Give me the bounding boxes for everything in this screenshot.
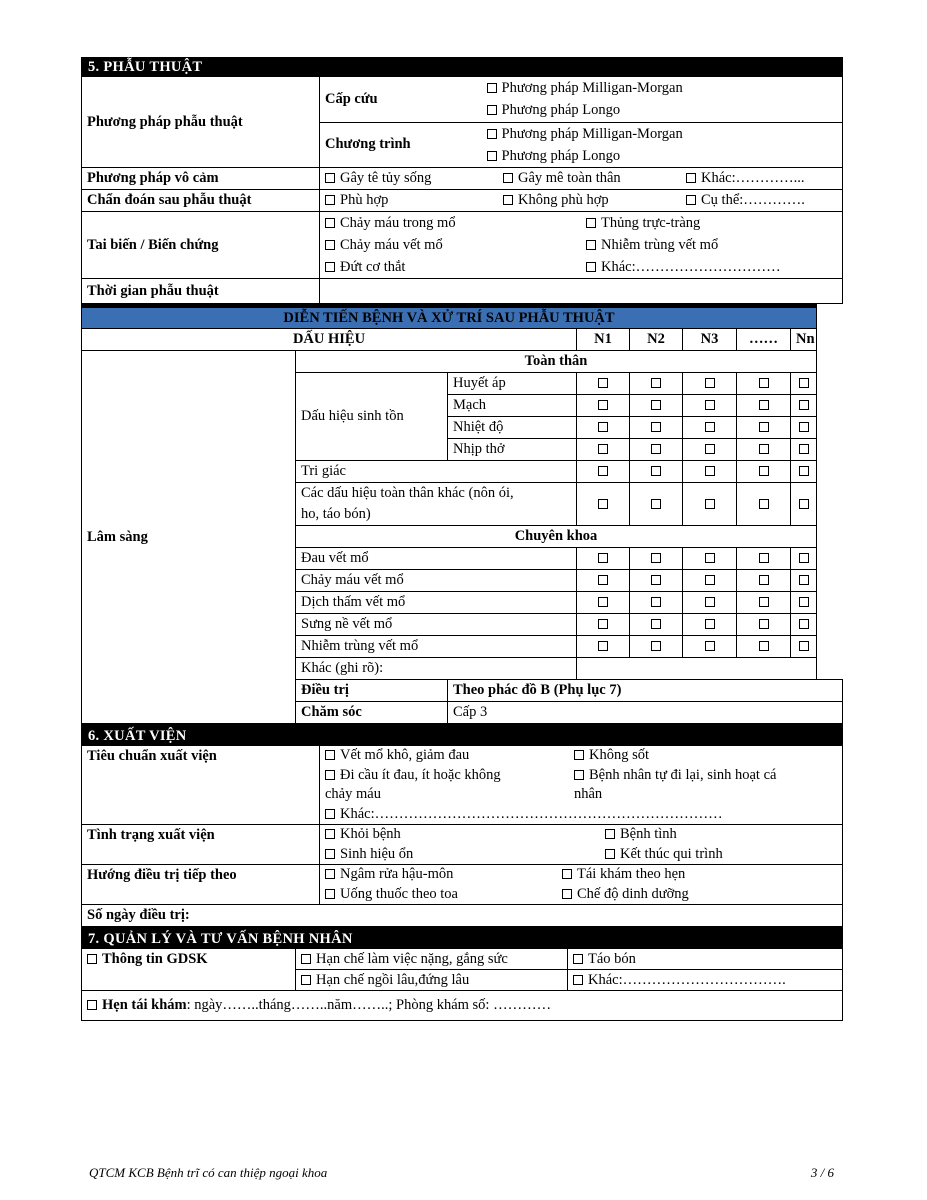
col-n2: N2 <box>630 329 683 351</box>
other-general-line-1: Các dấu hiệu toàn thân khác (nôn ói, <box>301 485 514 501</box>
discharge-status-options <box>320 825 843 865</box>
checkbox[interactable] <box>799 553 809 563</box>
program-options <box>482 122 843 168</box>
checkbox[interactable] <box>759 466 769 476</box>
checkbox[interactable] <box>598 400 608 410</box>
crit-defecation-1: Đi cầu ít đau, ít hoặc không <box>340 766 501 783</box>
footer-page-number: 3 / 6 <box>810 1165 834 1180</box>
checkbox[interactable] <box>503 195 513 205</box>
checkbox[interactable] <box>598 378 608 388</box>
other-general-line-2: ho, táo bón) <box>301 506 371 522</box>
checkbox[interactable] <box>651 400 661 410</box>
crit-no-fever: Không sốt <box>589 747 650 763</box>
checkbox[interactable] <box>598 619 608 629</box>
checkbox[interactable] <box>705 619 715 629</box>
status-stable-vitals: Sinh hiệu ổn <box>340 845 414 862</box>
specialty-header: Chuyên khoa <box>296 526 817 548</box>
treatment-value: Theo phác đồ B (Phụ lục 7) <box>448 680 843 702</box>
discharge-criteria-label: Tiêu chuẩn xuất viện <box>82 746 320 825</box>
checkbox[interactable] <box>325 889 335 899</box>
checkbox[interactable] <box>799 400 809 410</box>
checkbox[interactable] <box>759 597 769 607</box>
col-ellipsis: …… <box>737 329 791 351</box>
section-patient-management <box>81 927 843 1021</box>
checkbox[interactable] <box>325 750 335 760</box>
comp-sphincter-tear: Đứt cơ thắt <box>340 259 406 275</box>
checkbox[interactable] <box>651 466 661 476</box>
revisit-text: : ngày……..tháng……..năm……..; Phòng khám số: ………… <box>186 997 552 1013</box>
vitals-label: Dấu hiệu sinh tồn <box>296 373 448 461</box>
checkbox[interactable] <box>799 499 809 509</box>
discharge-criteria-options <box>320 746 843 825</box>
emergency-label: Cấp cứu <box>320 77 482 123</box>
checkbox[interactable] <box>799 422 809 432</box>
post-op-title: DIỄN TIẾN BỆNH VÀ XỬ TRÍ SAU PHẪU THUẬT <box>82 306 817 329</box>
checkbox[interactable] <box>574 770 584 780</box>
checkbox[interactable] <box>325 173 335 183</box>
checkbox[interactable] <box>301 954 311 964</box>
checkbox[interactable] <box>651 444 661 454</box>
checkbox[interactable] <box>325 218 335 228</box>
checkbox[interactable] <box>325 809 335 819</box>
option-longo: Phương pháp Longo <box>501 102 621 119</box>
next-medication: Uống thuốc theo toa <box>340 885 458 902</box>
general-header: Toàn thân <box>296 351 817 373</box>
col-nn: Nn <box>791 329 817 351</box>
checkbox[interactable] <box>799 597 809 607</box>
section-6-title: 6. XUẤT VIỆN <box>82 726 843 746</box>
info-constipation <box>568 949 843 970</box>
care-value: Cấp 3 <box>448 702 843 724</box>
checkbox[interactable] <box>487 129 497 139</box>
checkbox[interactable] <box>562 869 572 879</box>
checkbox[interactable] <box>598 575 608 585</box>
status-condition: Bệnh tình <box>620 826 677 842</box>
checkbox[interactable] <box>705 575 715 585</box>
info-heavy-work-text: Hạn chế làm việc nặng, gắng sức <box>316 951 508 967</box>
diagnosis-specific: Cụ thể:…………. <box>701 192 805 208</box>
checkbox[interactable] <box>705 422 715 432</box>
checkbox[interactable] <box>759 400 769 410</box>
checkbox[interactable] <box>574 750 584 760</box>
option-longo: Phương pháp Longo <box>501 147 621 164</box>
bleeding-label: Chảy máu vết mổ <box>296 570 577 592</box>
checkbox[interactable] <box>87 1000 97 1010</box>
checkbox[interactable] <box>325 869 335 879</box>
infection-label: Nhiễm trùng vết mổ <box>296 636 577 658</box>
clinical-label: Lâm sàng <box>82 351 296 724</box>
page-footer <box>89 1165 834 1181</box>
checkbox[interactable] <box>651 575 661 585</box>
comp-rectal-perforation: Thủng trực-tràng <box>601 215 701 231</box>
checkbox[interactable] <box>759 641 769 651</box>
checkbox[interactable] <box>705 466 715 476</box>
info-constipation-text: Táo bón <box>588 951 636 967</box>
col-n1: N1 <box>577 329 630 351</box>
treatment-label: Điều trị <box>296 680 448 702</box>
crit-dry-wound: Vết mổ khô, giảm đau <box>340 747 470 763</box>
checkbox[interactable] <box>605 849 615 859</box>
checkbox[interactable] <box>87 954 97 964</box>
checkbox[interactable] <box>487 83 497 93</box>
checkbox[interactable] <box>325 262 335 272</box>
footer-doc-title: QTCM KCB Bệnh trĩ có can thiệp ngoại khoa <box>89 1165 328 1180</box>
complications-label: Tai biến / Biến chứng <box>82 212 320 279</box>
checkbox[interactable] <box>586 218 596 228</box>
checkbox[interactable] <box>799 619 809 629</box>
checkbox[interactable] <box>605 829 615 839</box>
checkbox[interactable] <box>301 975 311 985</box>
info-sitting-standing-text: Hạn chế ngồi lâu,đứng lâu <box>316 972 470 988</box>
checkbox[interactable] <box>325 770 335 780</box>
checkbox[interactable] <box>651 619 661 629</box>
checkbox[interactable] <box>598 466 608 476</box>
info-heavy-work <box>296 949 568 970</box>
checkbox[interactable] <box>562 889 572 899</box>
checkbox[interactable] <box>705 553 715 563</box>
anesthesia-other: Khác:…………... <box>701 170 805 186</box>
other-general-signs-label <box>296 483 577 526</box>
checkbox[interactable] <box>759 553 769 563</box>
checkbox[interactable] <box>705 499 715 509</box>
section-7-title: 7. QUẢN LÝ VÀ TƯ VẤN BỆNH NHÂN <box>82 929 843 949</box>
comp-intraop-bleeding: Chảy máu trong mổ <box>340 215 456 231</box>
checkbox[interactable] <box>799 575 809 585</box>
checkbox[interactable] <box>598 499 608 509</box>
care-label: Chăm sóc <box>296 702 448 724</box>
diagnosis-mismatch: Không phù hợp <box>518 192 609 208</box>
comp-other: Khác:………………………… <box>601 259 781 275</box>
checkbox[interactable] <box>759 444 769 454</box>
anesthesia-spinal: Gây tê tủy sống <box>340 170 432 186</box>
emergency-options <box>482 77 843 123</box>
comp-wound-infection: Nhiễm trùng vết mổ <box>601 237 719 253</box>
checkbox[interactable] <box>799 378 809 388</box>
post-op-diagnosis-label: Chẩn đoán sau phẫu thuật <box>82 190 320 212</box>
checkbox[interactable] <box>686 195 696 205</box>
checkbox[interactable] <box>705 378 715 388</box>
checkbox[interactable] <box>759 378 769 388</box>
checkbox[interactable] <box>487 151 497 161</box>
temp-label: Nhiệt độ <box>448 417 577 439</box>
checkbox[interactable] <box>705 641 715 651</box>
bp-label: Huyết áp <box>448 373 577 395</box>
anesthesia-label: Phương pháp vô cảm <box>82 168 320 190</box>
complications-options <box>320 212 843 279</box>
checkbox[interactable] <box>573 954 583 964</box>
crit-self-care-1: Bệnh nhân tự đi lại, sinh hoạt cá <box>589 766 777 783</box>
next-treatment-label: Hướng điều trị tiếp theo <box>82 865 320 905</box>
discharge-status-label: Tình trạng xuất viện <box>82 825 320 865</box>
crit-self-care-2: nhân <box>574 786 603 802</box>
revisit-label: Hẹn tái khám <box>102 997 187 1013</box>
checkbox[interactable] <box>651 553 661 563</box>
checkbox[interactable] <box>651 597 661 607</box>
option-milligan-morgan: Phương pháp Milligan-Morgan <box>501 125 683 142</box>
checkbox[interactable] <box>325 829 335 839</box>
next-sitz-bath: Ngâm rửa hậu-môn <box>340 866 454 882</box>
health-education-text: Thông tin GDSK <box>102 951 208 967</box>
section-discharge <box>81 724 843 927</box>
checkbox[interactable] <box>705 400 715 410</box>
checkbox[interactable] <box>325 240 335 250</box>
checkbox[interactable] <box>705 444 715 454</box>
anesthesia-general: Gây mê toàn thân <box>518 170 621 186</box>
oozing-label: Dịch thấm vết mổ <box>296 592 577 614</box>
checkbox[interactable] <box>759 422 769 432</box>
checkbox[interactable] <box>586 262 596 272</box>
info-sitting-standing <box>296 970 568 991</box>
surgery-time-label: Thời gian phẫu thuật <box>82 279 320 304</box>
section-surgery <box>81 57 843 304</box>
other-specialty-label: Khác (ghi rõ): <box>296 658 577 680</box>
consciousness-label: Tri giác <box>296 461 577 483</box>
checkbox[interactable] <box>651 422 661 432</box>
checkbox[interactable] <box>573 975 583 985</box>
crit-defecation-2: chảy máu <box>325 786 381 802</box>
checkbox[interactable] <box>598 597 608 607</box>
checkbox[interactable] <box>651 378 661 388</box>
form-page <box>81 57 843 1021</box>
checkbox[interactable] <box>651 499 661 509</box>
checkbox[interactable] <box>705 597 715 607</box>
surgery-time-field[interactable] <box>320 279 843 304</box>
checkbox[interactable] <box>759 619 769 629</box>
pulse-label: Mạch <box>448 395 577 417</box>
other-specialty-field[interactable] <box>577 658 817 680</box>
checkbox[interactable] <box>759 499 769 509</box>
checkbox[interactable] <box>686 173 696 183</box>
next-follow-up: Tái khám theo hẹn <box>577 866 686 882</box>
info-other-text: Khác:……………………………. <box>588 972 786 988</box>
post-op-table <box>81 304 843 724</box>
col-n3: N3 <box>683 329 737 351</box>
swelling-label: Sưng nề vết mổ <box>296 614 577 636</box>
checkbox[interactable] <box>586 240 596 250</box>
checkbox[interactable] <box>598 641 608 651</box>
treatment-days-label: Số ngày điều trị: <box>82 905 843 927</box>
checkbox[interactable] <box>651 641 661 651</box>
checkbox[interactable] <box>799 466 809 476</box>
diagnosis-options <box>320 190 843 212</box>
surgery-method-label: Phương pháp phẫu thuật <box>82 77 320 168</box>
section-5-title: 5. PHẪU THUẬT <box>82 58 843 77</box>
option-milligan-morgan: Phương pháp Milligan-Morgan <box>501 80 683 97</box>
checkbox[interactable] <box>598 553 608 563</box>
checkbox[interactable] <box>487 105 497 115</box>
revisit-appointment <box>82 991 843 1021</box>
checkbox[interactable] <box>503 173 513 183</box>
checkbox[interactable] <box>799 444 809 454</box>
checkbox[interactable] <box>598 444 608 454</box>
resp-label: Nhịp thở <box>448 439 577 461</box>
pain-label: Đau vết mổ <box>296 548 577 570</box>
anesthesia-options <box>320 168 843 190</box>
next-diet: Chế độ dinh dưỡng <box>577 885 689 902</box>
signs-header: DẤU HIỆU <box>82 329 577 351</box>
checkbox[interactable] <box>325 849 335 859</box>
checkbox[interactable] <box>325 195 335 205</box>
status-recovered: Khỏi bệnh <box>340 826 401 842</box>
checkbox[interactable] <box>598 422 608 432</box>
checkbox[interactable] <box>799 641 809 651</box>
program-label: Chương trình <box>320 122 482 168</box>
status-end-protocol: Kết thúc qui trình <box>620 845 723 862</box>
info-other <box>568 970 843 991</box>
next-treatment-options <box>320 865 843 905</box>
crit-other: Khác:……………………………………………………………… <box>340 805 723 822</box>
health-education-label <box>82 949 296 991</box>
diagnosis-match: Phù hợp <box>340 192 389 208</box>
checkbox[interactable] <box>759 575 769 585</box>
comp-wound-bleeding: Chảy máu vết mổ <box>340 237 443 253</box>
